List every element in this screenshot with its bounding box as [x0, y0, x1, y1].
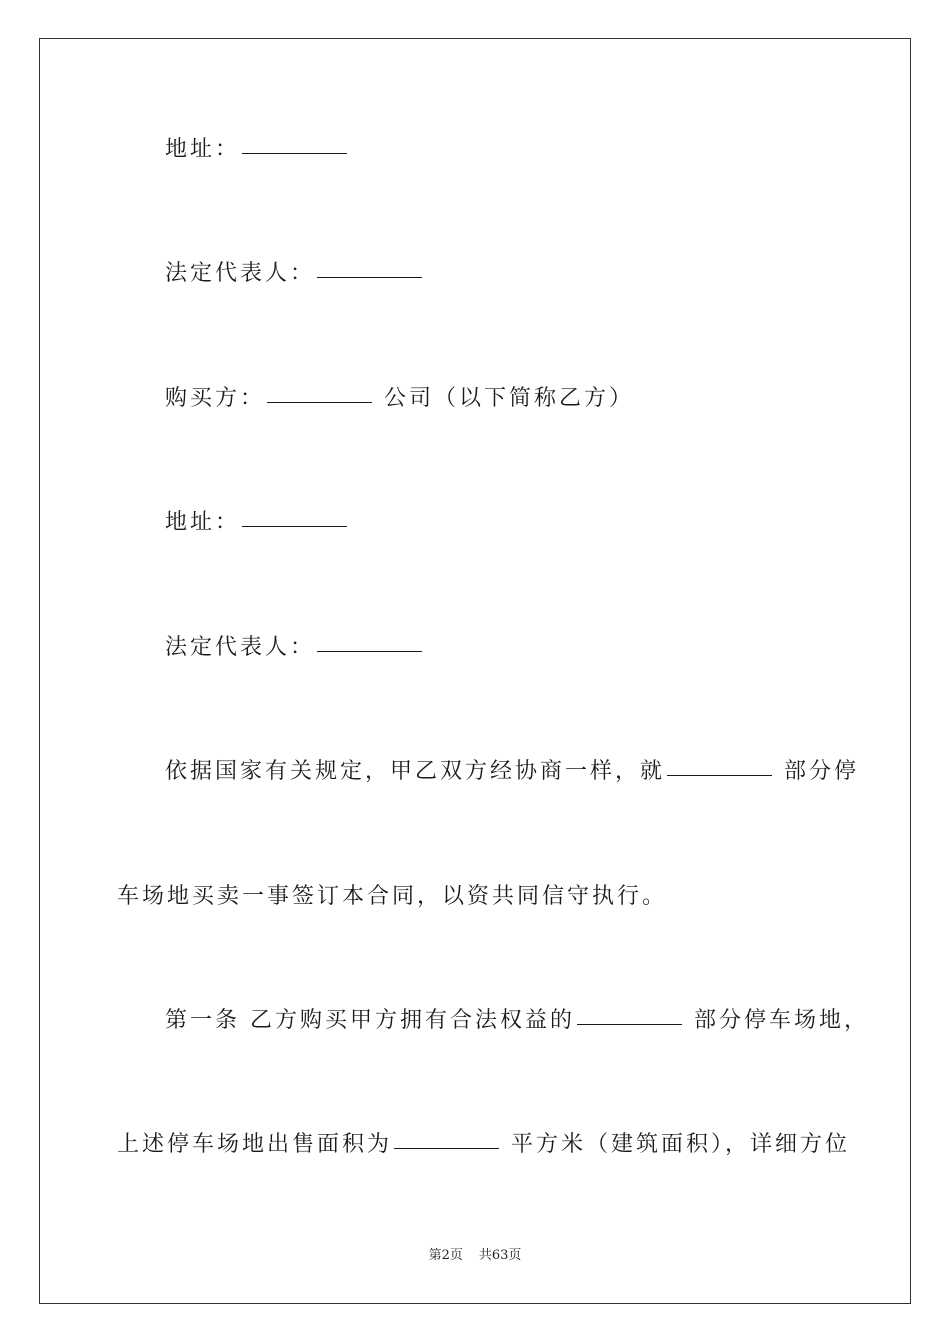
preamble-suffix: 部分停 [774, 759, 860, 784]
buyer-line [165, 384, 634, 414]
page-footer [0, 1247, 950, 1265]
fill-in-blank [394, 1147, 499, 1149]
preamble-continuation: 车场地买卖一事签订本合同，以资共同信守执行。 [117, 884, 668, 909]
preamble-line-2 [117, 882, 667, 912]
fill-in-blank [667, 774, 772, 776]
address-label: 地址： [165, 510, 241, 535]
preamble-text: 依据国家有关规定，甲乙双方经协商一样，就 [165, 759, 666, 784]
total-pages: 共63页 [478, 1248, 522, 1263]
address-label: 地址： [165, 137, 241, 162]
preamble-line-1 [165, 757, 859, 787]
area-suffix: 平方米（建筑面积），详细方位 [501, 1132, 851, 1157]
fill-in-blank [317, 650, 422, 652]
area-text: 上述停车场地出售面积为 [117, 1132, 393, 1157]
article-one-line-2 [117, 1130, 850, 1160]
page-border [39, 38, 911, 1304]
fill-in-blank [267, 401, 372, 403]
article-one-suffix: 部分停车场地， [684, 1008, 869, 1033]
article-one-text: 第一条 乙方购买甲方拥有合法权益的 [165, 1008, 575, 1033]
party-a-address-line [165, 135, 349, 165]
buyer-suffix: 公司（以下简称乙方） [374, 386, 635, 411]
legal-rep-label: 法定代表人： [165, 261, 316, 286]
page-number: 第2页 [428, 1248, 463, 1263]
party-a-legal-rep-line [165, 259, 424, 289]
fill-in-blank [317, 276, 422, 278]
fill-in-blank [242, 525, 347, 527]
fill-in-blank [242, 152, 347, 154]
fill-in-blank [577, 1023, 682, 1025]
legal-rep-label: 法定代表人： [165, 635, 316, 660]
party-b-legal-rep-line [165, 633, 424, 663]
party-b-address-line [165, 508, 349, 538]
article-one-line-1 [165, 1006, 869, 1036]
buyer-label: 购买方： [165, 386, 266, 411]
